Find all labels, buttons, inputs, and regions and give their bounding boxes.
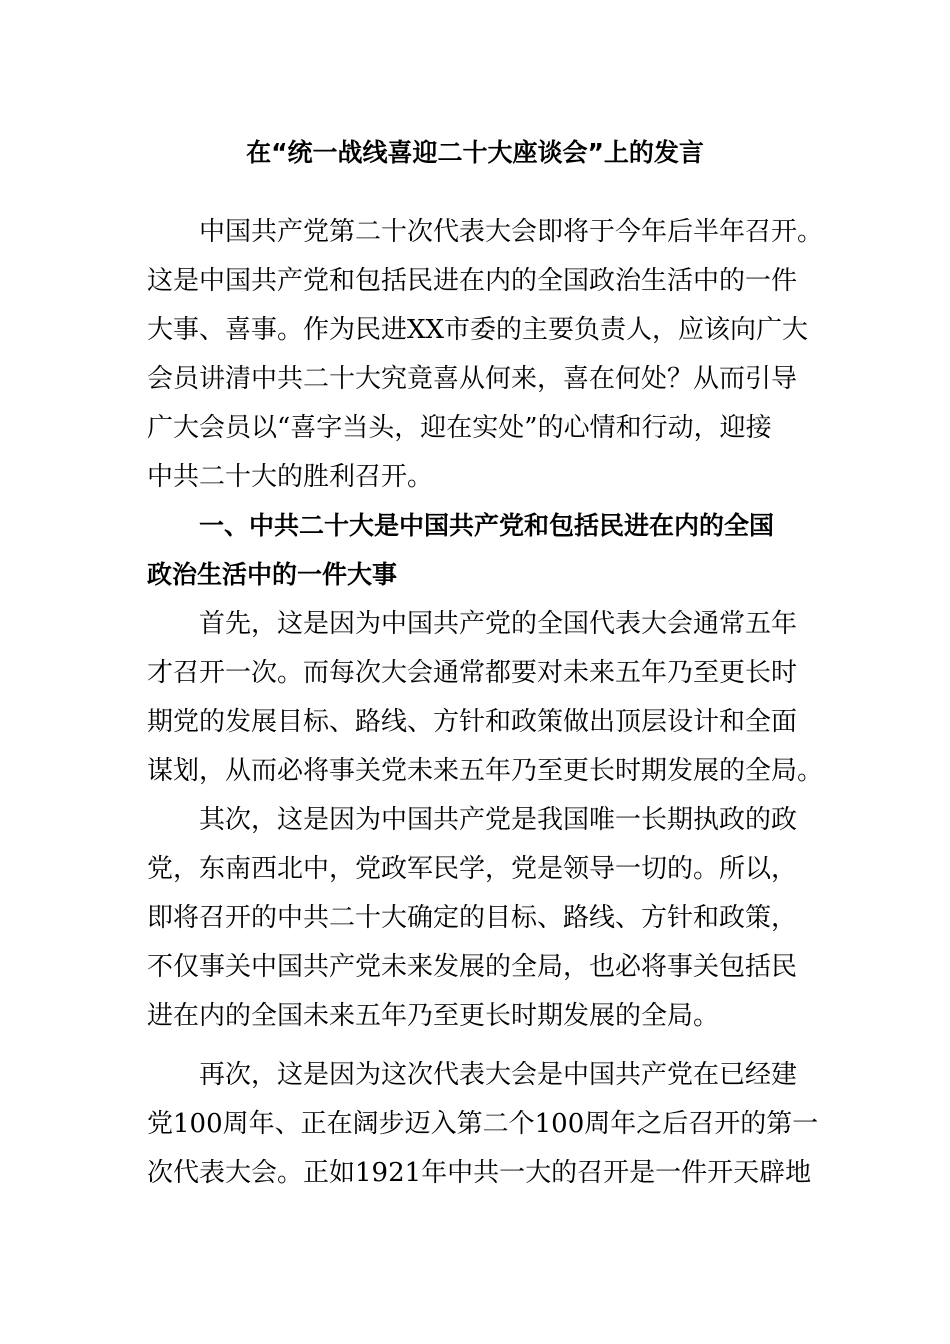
- text-line: 党，东南西北中，党政军民学，党是领导一切的。所以，: [147, 854, 798, 884]
- text-line: 期党的发展目标、路线、方针和政策做出顶层设计和全面: [147, 707, 798, 737]
- text-line: 党100周年、正在阔步迈入第二个100周年之后召开的第一: [147, 1109, 819, 1139]
- document-title: 在“统一战线喜迎二十大座谈会”上的发言: [246, 138, 704, 167]
- text-line: 进在内的全国未来五年乃至更长时期发展的全局。: [147, 1001, 720, 1031]
- text-line: 谋划，从而必将事关党未来五年乃至更长时期发展的全局。: [147, 756, 824, 786]
- text-line: 其次，这是因为中国共产党是我国唯一长期执政的政: [199, 805, 798, 835]
- text-line: 这是中国共产党和包括民进在内的全国政治生活中的一件: [147, 266, 798, 296]
- text-line: 再次，这是因为这次代表大会是中国共产党在已经建: [199, 1060, 798, 1090]
- text-line: 次代表大会。正如1921年中共一大的召开是一件开天辟地: [147, 1158, 812, 1188]
- text-line: 才召开一次。而每次大会通常都要对未来五年乃至更长时: [147, 658, 798, 688]
- heading-line: 政治生活中的一件大事: [147, 560, 398, 589]
- text-line: 大事、喜事。作为民进XX市委的主要负责人，应该向广大: [147, 315, 809, 345]
- text-line: 中共二十大的胜利召开。: [147, 462, 434, 492]
- heading-line: 一、中共二十大是中国共产党和包括民进在内的全国: [199, 511, 775, 540]
- text-line: 中国共产党第二十次代表大会即将于今年后半年召开。: [199, 217, 824, 247]
- text-line: 会员讲清中共二十大究竟喜从何来，喜在何处？从而引导: [147, 364, 798, 394]
- text-line: 不仅事关中国共产党未来发展的全局，也必将事关包括民: [147, 952, 798, 982]
- text-line: 首先，这是因为中国共产党的全国代表大会通常五年: [199, 609, 798, 639]
- text-line: 即将召开的中共二十大确定的目标、路线、方针和政策，: [147, 903, 798, 933]
- text-line: 广大会员以“喜字当头，迎在实处”的心情和行动，迎接: [147, 413, 772, 443]
